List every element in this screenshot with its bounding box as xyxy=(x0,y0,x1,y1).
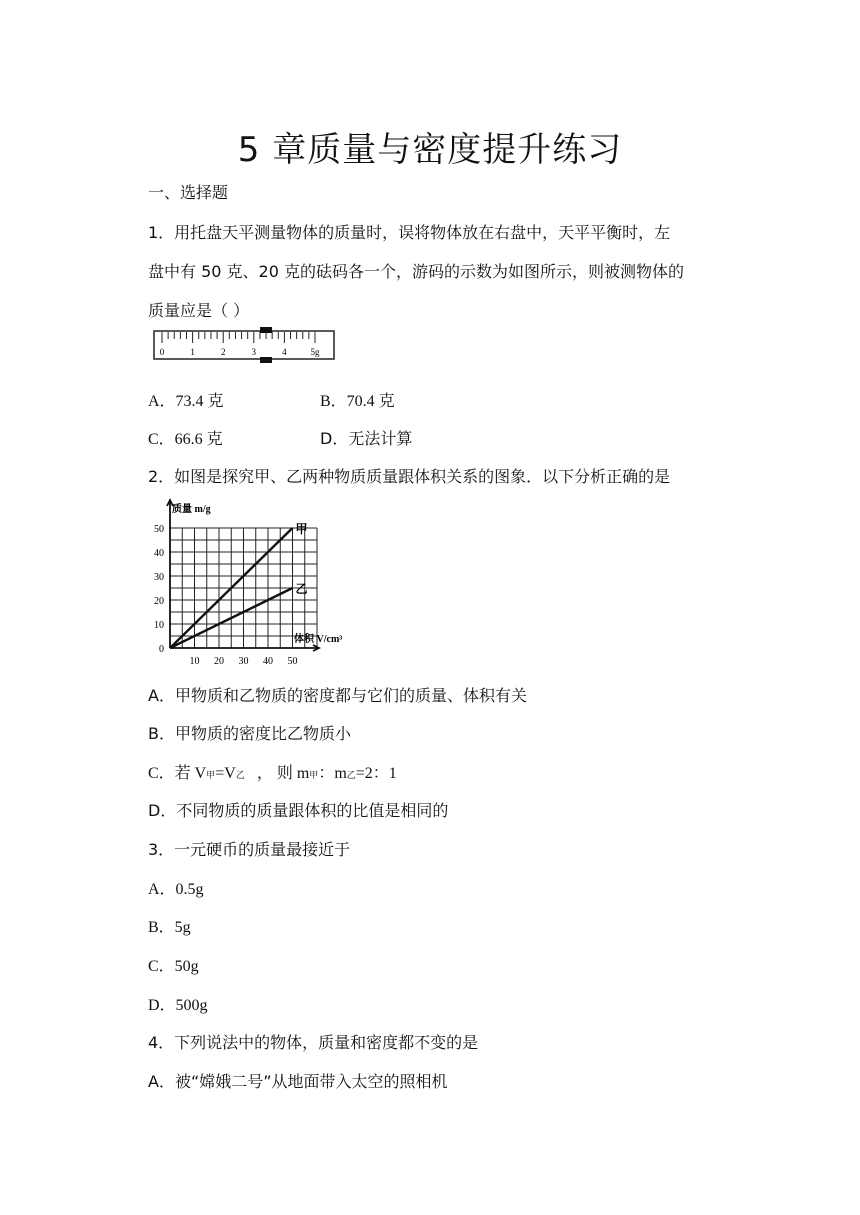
q1-option-c: C．66.6 克 xyxy=(148,431,223,448)
y-tick-label: 40 xyxy=(154,548,164,559)
q3-option-b: B．5g xyxy=(148,919,191,936)
q3-stem: 3．一元硬币的质量最接近于 xyxy=(148,840,351,859)
q2-option-c xyxy=(148,760,397,783)
ruler-tick-label: 1 xyxy=(190,347,195,357)
q3-option-a: A．0.5g xyxy=(148,881,204,898)
q2-stem: 2．如图是探究甲、乙两种物质质量跟体积关系的图象．以下分析正确的是 xyxy=(148,467,671,486)
series-label: 乙 xyxy=(295,582,308,596)
q3-option-d: D．500g xyxy=(148,997,208,1014)
q2c-sub4: 乙 xyxy=(346,770,356,780)
ruler-tick-label: 2 xyxy=(220,347,226,357)
q2c-sub1: 甲 xyxy=(206,770,216,780)
q4-option-a: A．被“嫦娥二号”从地面带入太空的照相机 xyxy=(148,1072,448,1091)
q2c-part3: ， 则 m xyxy=(256,765,310,782)
mass-volume-chart xyxy=(140,496,380,668)
q4-stem: 4．下列说法中的物体，质量和密度都不变的是 xyxy=(148,1033,479,1052)
y-tick-label: 20 xyxy=(154,596,164,607)
ruler-tick-label: 3 xyxy=(251,347,257,357)
q2c-part2: =V xyxy=(215,765,236,782)
rider-bottom-mark xyxy=(260,357,272,363)
series-label: 甲 xyxy=(295,522,308,536)
x-tick-label: 10 xyxy=(189,656,200,667)
y-tick-label: 50 xyxy=(154,524,164,535)
ruler-tick-label: 5g xyxy=(310,347,320,357)
x-tick-label: 40 xyxy=(263,656,273,667)
q2c-part4: ：m xyxy=(318,765,347,782)
page-title: 5 章质量与密度提升练习 xyxy=(237,130,623,170)
ruler-tick-label: 0 xyxy=(159,347,165,357)
section-heading: 一、选择题 xyxy=(148,183,229,202)
q1-option-d: D．无法计算 xyxy=(320,429,413,448)
ruler-tick-label: 4 xyxy=(282,347,287,357)
q1-option-a: A．73.4 克 xyxy=(148,393,224,410)
q3-option-c: C．50g xyxy=(148,958,199,975)
y-tick-label: 30 xyxy=(154,572,164,583)
q1-stem-line1: 1．用托盘天平测量物体的质量时，误将物体放在右盘中，天平平衡时，左 xyxy=(148,223,671,242)
q2c-part5: =2：1 xyxy=(355,765,397,782)
q2-option-d: D．不同物质的质量跟体积的比值是相同的 xyxy=(148,801,449,820)
rider-top-mark xyxy=(260,327,272,333)
rider-scale-figure xyxy=(150,324,340,366)
x-axis-label: 体积 V/cm³ xyxy=(294,634,343,645)
q2-option-a: A．甲物质和乙物质的密度都与它们的质量、体积有关 xyxy=(148,686,527,705)
q2c-sub3: 甲 xyxy=(309,770,319,780)
y-tick-label: 0 xyxy=(159,644,164,655)
y-tick-label: 10 xyxy=(154,620,164,631)
q2c-part1: C．若 V xyxy=(148,765,207,782)
x-tick-label: 30 xyxy=(238,656,249,667)
y-axis-label: 质量 m/g xyxy=(172,504,211,515)
q1-stem-line3: 质量应是（ ） xyxy=(148,301,250,320)
q2-option-b: B．甲物质的密度比乙物质小 xyxy=(148,724,351,743)
q2c-sub2: 乙 xyxy=(235,770,245,780)
q1-stem-line2: 盘中有 50 克、20 克的砝码各一个，游码的示数为如图所示，则被测物体的 xyxy=(148,262,684,281)
x-tick-label: 20 xyxy=(214,656,224,667)
x-tick-label: 50 xyxy=(287,656,298,667)
q1-option-b: B．70.4 克 xyxy=(320,393,395,410)
